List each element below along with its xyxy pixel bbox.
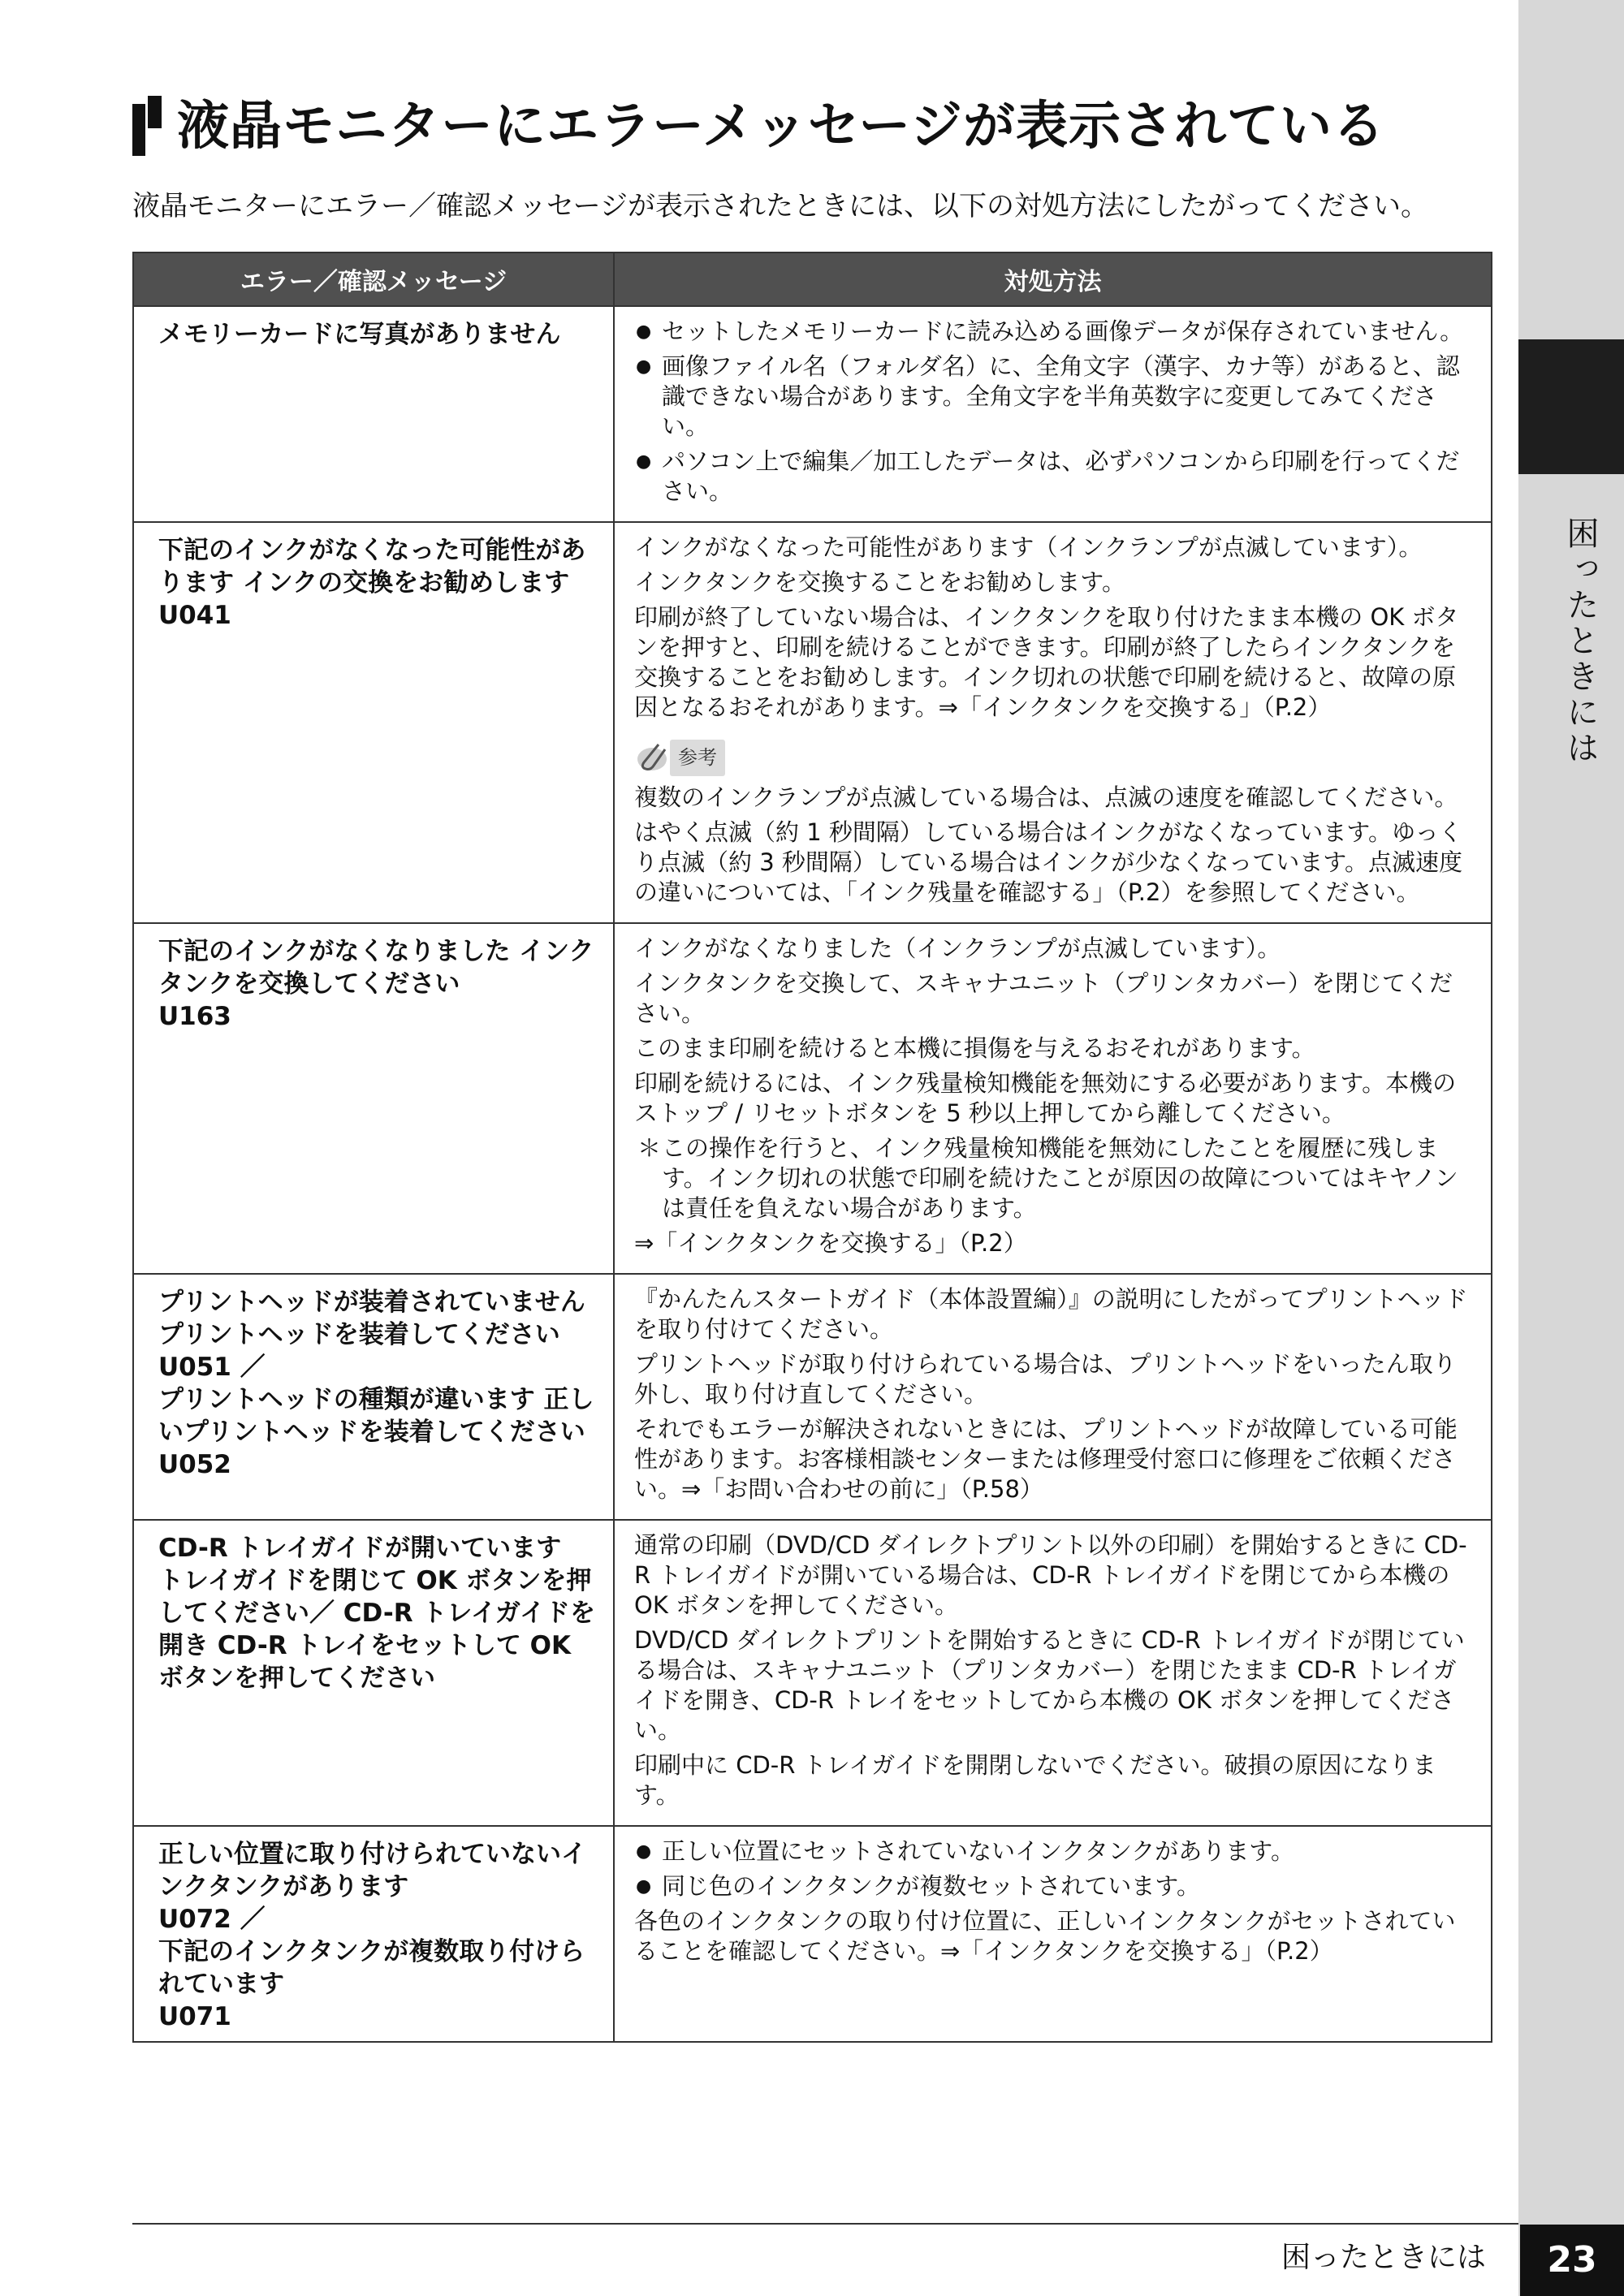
- error-message-line: プリントヘッドが装着されていません: [158, 1288, 585, 1317]
- action-cell: [614, 1826, 1492, 2042]
- error-message-line: プリントヘッドの種類が違います 正し: [158, 1385, 594, 1414]
- action-paragraph: はやく点滅（約 1 秒間隔）している場合はインクがなくなっています。ゆっくり点滅（約 3 秒間隔）している場合はインクが少なくなっています。点滅速度の違いについては、「インク残量を確認する」（P.2）を参照してください。: [634, 818, 1462, 906]
- header-action: 対処方法: [614, 252, 1492, 306]
- section-tab-marker: [1518, 339, 1624, 474]
- action-paragraph: DVD/CD ダイレクトプリントを開始するときに CD-R トレイガイドが閉じている場合は、スキャナユニット（プリンタカバー）を閉じたまま CD-R トレイガイドを開き、CD-R トレイをセットしてから本機の OK ボタンを押してください。: [634, 1626, 1465, 1744]
- page-title: 液晶モニターにエラーメッセージが表示されている: [177, 97, 1385, 157]
- error-message-line: プリントヘッドを装着してください: [158, 1320, 560, 1349]
- table-row: [133, 306, 1492, 522]
- bullet-item: ● セットしたメモリーカードに読み込める画像データが保存されていません。: [634, 317, 1471, 347]
- action-paragraph: インクがなくなった可能性があります（インクランプが点滅しています）。: [634, 533, 1423, 561]
- footnote-item: [634, 1133, 1471, 1224]
- table-row: [133, 1274, 1492, 1520]
- action-paragraph: このまま印刷を続けると本機に損傷を与えるおそれがあります。: [634, 1034, 1315, 1062]
- action-paragraph: インクタンクを交換することをお勧めします。: [634, 568, 1125, 596]
- footer-section-label: 困ったときには: [1281, 2241, 1487, 2274]
- reference-clip-icon: [634, 740, 675, 775]
- error-message-line: 下記のインクがなくなりました インク: [158, 937, 594, 966]
- error-message-line: U052: [158, 1450, 231, 1479]
- error-message-line: CD-R トレイガイドが開いています: [158, 1534, 562, 1563]
- error-message-line: れています: [158, 1970, 284, 1999]
- action-paragraph: それでもエラーが解決されないときには、プリントヘッドが故障している可能性があります。お客様相談センターまたは修理受付窓口に修理をご依頼ください。⇒「お問い合わせの前に」（P.58）: [634, 1415, 1458, 1503]
- table-header-row: [133, 252, 1492, 306]
- error-message-line: U071: [158, 2002, 231, 2031]
- bullet-item: ● 同じ色のインクタンクが複数セットされています。: [634, 1871, 1471, 1901]
- error-message-line: ります インクの交換をお勧めします: [158, 568, 570, 598]
- error-message-cell: [133, 1826, 614, 2042]
- error-message-cell: [133, 923, 614, 1274]
- action-paragraph: プリントヘッドが取り付けられている場合は、プリントヘッドをいったん取り外し、取り付け直してください。: [634, 1350, 1457, 1408]
- error-message-cell: [133, 306, 614, 522]
- action-paragraph: インクタンクを交換して、スキャナユニット（プリンタカバー）を閉じてください。: [634, 969, 1453, 1027]
- error-message-cell: [133, 522, 614, 923]
- action-paragraph: 印刷中に CD-R トレイガイドを開閉しないでください。破損の原因になります。: [634, 1751, 1436, 1809]
- footer-rule: [132, 2223, 1518, 2225]
- reference-badge: [634, 737, 1471, 778]
- action-cell: [614, 522, 1492, 923]
- header-message: エラー／確認メッセージ: [133, 252, 614, 306]
- side-section-label: 困ったときには: [1561, 516, 1599, 766]
- page-number: 23: [1520, 2225, 1624, 2296]
- error-message-line: U163: [158, 1002, 231, 1031]
- error-message-line: 下記のインクがなくなった可能性があ: [158, 536, 586, 565]
- action-paragraph: ⇒「インクタンクを交換する」（P.2）: [634, 1229, 1027, 1257]
- action-cell: [614, 1520, 1492, 1826]
- table-row: [133, 923, 1492, 1274]
- bullet-item: ● 画像ファイル名（フォルダ名）に、全角文字（漢字、カナ等）があると、認識できない場合があります。全角文字を半角英数字に変更してみてください。: [634, 352, 1471, 442]
- action-paragraph: 通常の印刷（DVD/CD ダイレクトプリント以外の印刷）を開始するときに CD-R トレイガイドが開いている場合は、CD-R トレイガイドを閉じてから本機の OK ボタンを押してください。: [634, 1531, 1467, 1619]
- error-message-line: ンクタンクがあります: [158, 1872, 409, 1901]
- title-marker-icon: [132, 96, 162, 156]
- action-paragraph: 『かんたんスタートガイド（本体設置編）』の説明にしたがってプリントヘッドを取り付けてください。: [634, 1285, 1468, 1343]
- error-message-line: してください／ CD-R トレイガイドを: [158, 1599, 595, 1628]
- reference-label: 参考: [670, 740, 725, 776]
- error-message-cell: [133, 1274, 614, 1520]
- action-paragraph: 印刷を続けるには、インク残量検知機能を無効にする必要があります。本機のストップ / リセットボタンを 5 秒以上押してから離してください。: [634, 1069, 1457, 1127]
- footnote-text: この操作を行うと、インク残量検知機能を無効にしたことを履歴に残します。インク切れの状態で印刷を続けたことが原因の故障についてはキヤノンは責任を負えない場合があります。: [662, 1134, 1458, 1222]
- error-message-line: U041: [158, 601, 231, 630]
- table-row: [133, 1520, 1492, 1826]
- error-message-line: U051 ／: [158, 1353, 266, 1382]
- action-cell: [614, 1274, 1492, 1520]
- error-message-line: タンクを交換してください: [158, 969, 460, 999]
- action-paragraph: インクがなくなりました（インクランプが点滅しています）。: [634, 934, 1281, 962]
- intro-text: 液晶モニターにエラー／確認メッセージが表示されたときには、以下の対処方法にしたがってください。: [132, 190, 1428, 222]
- error-message-line: トレイガイドを閉じて OK ボタンを押: [158, 1566, 592, 1595]
- error-message-line: メモリーカードに写真がありません: [158, 320, 561, 349]
- asterisk-mark: ＊: [637, 1134, 662, 1162]
- action-paragraph: 各色のインクタンクの取り付け位置に、正しいインクタンクがセットされていることを確認してください。⇒「インクタンクを交換する」（P.2）: [634, 1907, 1456, 1965]
- error-message-line: 正しい位置に取り付けられていないイ: [158, 1840, 586, 1869]
- action-paragraph: 印刷が終了していない場合は、インクタンクを取り付けたまま本機の OK ボタンを押すと、印刷を続けることができます。印刷が終了したらインクタンクを交換することをお勧めします。インク切れの状態で印刷を続けると、故障の原因となるおそれがあります。⇒「インクタンクを交換する」（P.2）: [634, 603, 1459, 721]
- action-cell: [614, 923, 1492, 1274]
- error-message-line: 下記のインクタンクが複数取り付けら: [158, 1937, 585, 1966]
- action-paragraph: 複数のインクランプが点滅している場合は、点滅の速度を確認してください。: [634, 783, 1458, 811]
- bullet-item: ● パソコン上で編集／加工したデータは、必ずパソコンから印刷を行ってください。: [634, 447, 1471, 507]
- error-message-line: U072 ／: [158, 1905, 266, 1934]
- error-message-table: [132, 252, 1492, 2043]
- bullet-item: ● 正しい位置にセットされていないインクタンクがあります。: [634, 1836, 1471, 1867]
- table-row: [133, 1826, 1492, 2042]
- error-message-line: 開き CD-R トレイをセットして OK: [158, 1631, 571, 1660]
- error-message-line: ボタンを押してください: [158, 1664, 435, 1693]
- error-message-line: いプリントヘッドを装着してください: [158, 1418, 585, 1447]
- action-cell: [614, 306, 1492, 522]
- table-row: [133, 522, 1492, 923]
- error-message-cell: [133, 1520, 614, 1826]
